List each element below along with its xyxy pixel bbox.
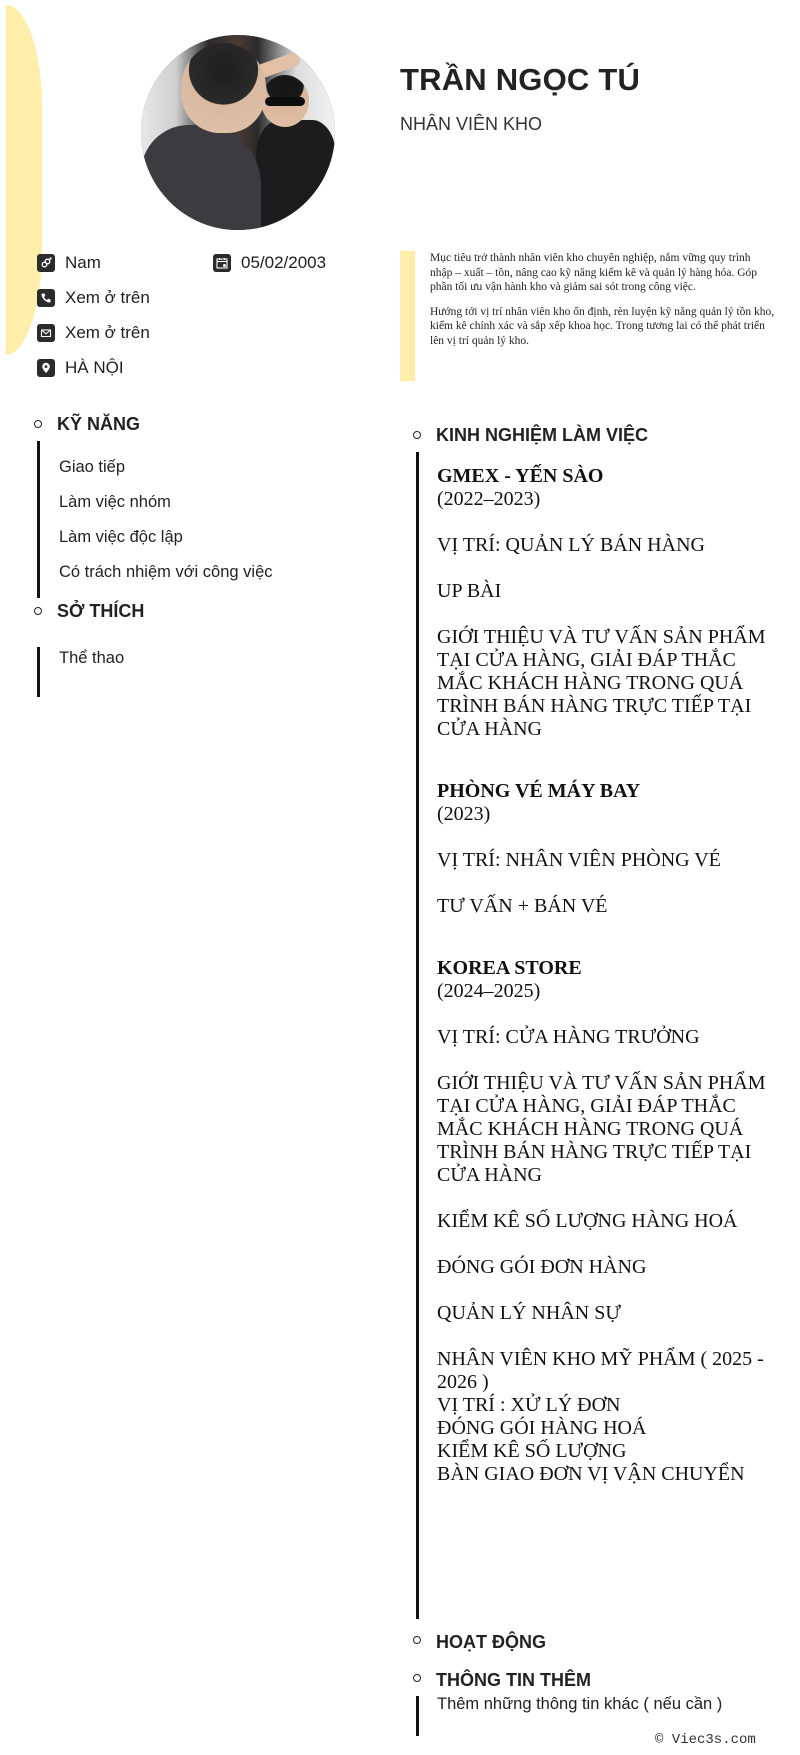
hobby-item: Thể thao — [59, 649, 125, 667]
job-entry — [437, 780, 777, 918]
calendar-icon — [213, 254, 231, 272]
job-position: VỊ TRÍ: CỬA HÀNG TRƯỞNG — [437, 1026, 700, 1048]
job-period: (2022–2023) — [437, 488, 541, 510]
gender-value: Nam — [65, 253, 101, 272]
activities-title: HOẠT ĐỘNG — [436, 1632, 546, 1652]
company-name: GMEX - YẾN SÀO — [437, 465, 604, 487]
gender-icon — [37, 254, 55, 272]
skill-item: Giao tiếp — [59, 458, 126, 476]
skill-item: Có trách nhiệm với công việc — [59, 563, 273, 581]
email-row — [37, 323, 150, 343]
timeline-line — [416, 452, 419, 1619]
address-value: HÀ NỘI — [65, 358, 124, 377]
skill-item: Làm việc nhóm — [59, 493, 171, 511]
additional-info-title: THÔNG TIN THÊM — [436, 1670, 591, 1690]
email-value: Xem ở trên — [65, 323, 150, 342]
section-bullet-icon — [413, 1674, 421, 1682]
extra-line: KIỂM KÊ SỐ LƯỢNG — [437, 1440, 627, 1462]
experience-title: KINH NGHIỆM LÀM VIỆC — [436, 425, 649, 445]
phone-icon — [37, 289, 55, 307]
job-title: NHÂN VIÊN KHO — [400, 114, 543, 134]
timeline-line — [416, 1696, 419, 1736]
job-duty: GIỚI THIỆU VÀ TƯ VẤN SẢN PHẨM TẠI CỬA HÀNG, GIẢI ĐÁP THẮC MẮC KHÁCH HÀNG TRONG QUÁ TRÌNH BÁN HÀNG TRỰC TIẾP TẠI CỬA HÀNG — [437, 1072, 766, 1186]
objective-accent-bar — [400, 251, 415, 381]
experience-content — [437, 465, 777, 1486]
extra-line: BÀN GIAO ĐƠN VỊ VẬN CHUYỂN — [437, 1463, 745, 1485]
job-position: VỊ TRÍ: QUẢN LÝ BÁN HÀNG — [437, 534, 705, 556]
job-entry — [437, 465, 777, 741]
section-bullet-icon — [34, 420, 42, 428]
email-icon — [37, 324, 55, 342]
section-bullet-icon — [34, 607, 42, 615]
job-duty: GIỚI THIỆU VÀ TƯ VẤN SẢN PHẨM TẠI CỬA HÀNG, GIẢI ĐÁP THẮC MẮC KHÁCH HÀNG TRONG QUÁ TRÌNH BÁN HÀNG TRỰC TIẾP TẠI CỬA HÀNG — [437, 626, 766, 740]
birthdate-row — [213, 253, 326, 273]
phone-value: Xem ở trên — [65, 288, 150, 307]
job-duty: KIỂM KÊ SỐ LƯỢNG HÀNG HOÁ — [437, 1210, 738, 1232]
gender-row — [37, 253, 101, 273]
extra-line: ĐÓNG GÓI HÀNG HOÁ — [437, 1417, 647, 1439]
copyright: © Viec3s.com — [655, 1732, 756, 1748]
skill-item: Làm việc độc lập — [59, 528, 183, 546]
hobbies-title: SỞ THÍCH — [57, 601, 145, 621]
location-pin-icon — [37, 359, 55, 377]
job-position: VỊ TRÍ: NHÂN VIÊN PHÒNG VÉ — [437, 849, 721, 871]
job-entry — [437, 957, 777, 1486]
job-duty: UP BÀI — [437, 580, 502, 602]
job-duty: QUẢN LÝ NHÂN SỰ — [437, 1302, 621, 1324]
extra-line: NHÂN VIÊN KHO MỸ PHẨM ( 2025 - 2026 ) — [437, 1348, 764, 1393]
job-duty: ĐÓNG GÓI ĐƠN HÀNG — [437, 1256, 647, 1278]
objective-paragraph: Mục tiêu trở thành nhân viên kho chuyên nghiệp, nắm vững quy trình nhập – xuất – tồn, nâng cao kỹ năng kiểm kê và quản lý hàng hóa. Góp phần tối ưu vận hành kho và giảm sai sót trong công việc. — [430, 252, 758, 293]
job-period: (2024–2025) — [437, 980, 541, 1002]
address-row — [37, 358, 124, 378]
timeline-line — [37, 647, 40, 697]
company-name: PHÒNG VÉ MÁY BAY — [437, 780, 641, 802]
phone-row — [37, 288, 150, 308]
timeline-line — [37, 441, 40, 598]
job-duty: TƯ VẤN + BÁN VÉ — [437, 895, 608, 917]
objective-paragraph: Hướng tới vị trí nhân viên kho ổn định, rèn luyện kỹ năng quản lý tồn kho, kiểm kê chính xác và sắp xếp khoa học. Trong tương lai có thể phát triển lên vị trí quản lý kho. — [430, 305, 775, 347]
extra-line: VỊ TRÍ : XỬ LÝ ĐƠN — [437, 1394, 621, 1416]
candidate-name: TRẦN NGỌC TÚ — [400, 62, 641, 97]
birthdate-value: 05/02/2003 — [241, 253, 327, 272]
career-objective — [430, 251, 775, 358]
additional-info-text: Thêm những thông tin khác ( nếu cần ) — [437, 1695, 723, 1713]
job-period: (2023) — [437, 803, 491, 825]
company-name: KOREA STORE — [437, 957, 582, 979]
skills-title: KỸ NĂNG — [57, 414, 141, 434]
avatar-photo — [141, 35, 335, 230]
section-bullet-icon — [413, 1636, 421, 1644]
section-bullet-icon — [413, 431, 421, 439]
